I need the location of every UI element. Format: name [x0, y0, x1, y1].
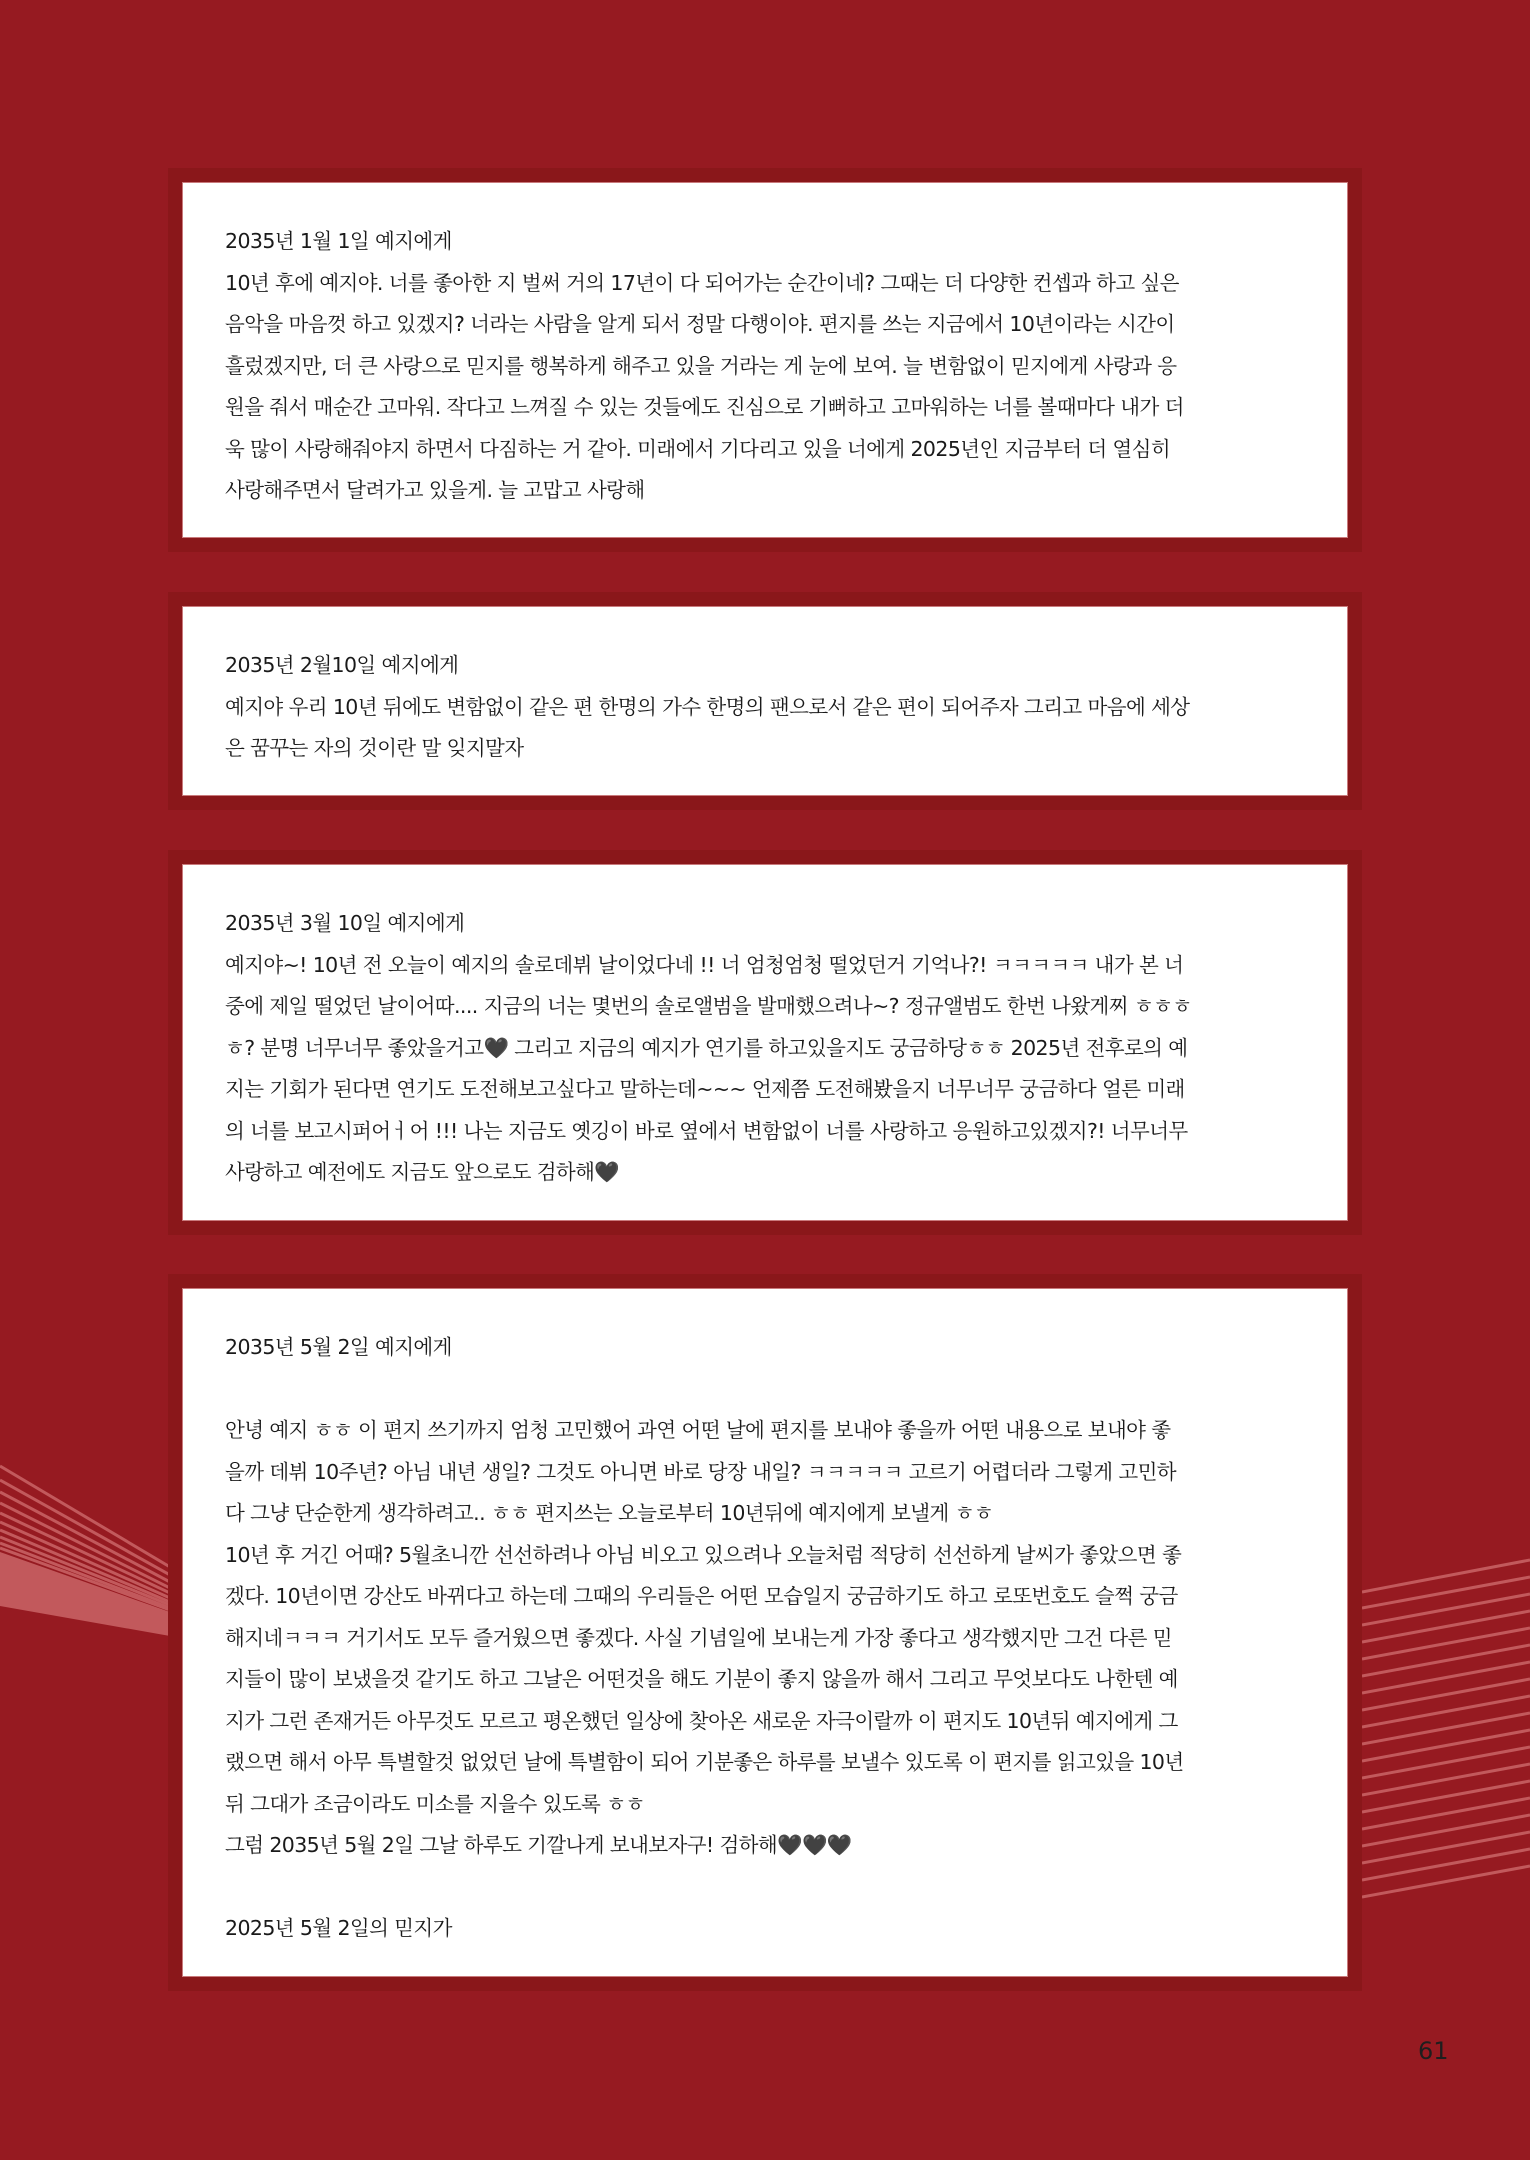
- blank-line: [225, 1369, 1305, 1411]
- letter-line: 지가 그런 존재거든 아무것도 모르고 평온했던 일상에 찾아온 새로운 자극이랄까 이 편지도 10년뒤 예지에게 그: [225, 1708, 1178, 1733]
- decorative-stripes-left: [0, 1440, 170, 1640]
- letter-line: 안녕 예지 ㅎㅎ 이 편지 쓰기까지 엄청 고민했어 과연 어떤 날에 편지를 보내야 좋을까 어떤 내용으로 보내야 좋: [225, 1418, 1171, 1442]
- letter-line: 예지야 우리 10년 뒤에도 변함없이 같은 편 한명의 가수 한명의 팬으로서 같은 편이 되어주자 그리고 마음에 세상: [225, 694, 1190, 719]
- letter-card-feb-10: [168, 592, 1362, 810]
- letter-line: 사랑해주면서 달려가고 있을게. 늘 고맙고 사랑해: [225, 478, 645, 502]
- letter-line: ㅎ? 분명 너무너무 좋았을거고🖤 그리고 지금의 예지가 연기를 하고있을지도 궁금하당ㅎㅎ 2025년 전후로의 예: [225, 1035, 1188, 1060]
- letter-line: 원을 줘서 매순간 고마워. 작다고 느껴질 수 있는 것들에도 진심으로 기뻐하고 고마워하는 너를 볼때마다 내가 더: [225, 395, 1184, 419]
- letter-line: 음악을 마음껏 하고 있겠지? 너라는 사람을 알게 되서 정말 다행이야. 편지를 쓰는 지금에서 10년이라는 시간이: [225, 312, 1175, 336]
- letter-line: 욱 많이 사랑해줘야지 하면서 다짐하는 거 같아. 미래에서 기다리고 있을 너에게 2025년인 지금부터 더 열심히: [225, 436, 1171, 461]
- letter-line: 지들이 많이 보냈을것 같기도 하고 그날은 어떤것을 해도 기분이 좋지 않을까 해서 그리고 무엇보다도 나한텐 예: [225, 1667, 1178, 1691]
- letter-signature: 2025년 5월 2일의 믿지가: [225, 1916, 452, 1940]
- letter-body: [183, 607, 1347, 795]
- letter-line: 10년 후 거긴 어때? 5월초니깐 선선하려나 아님 비오고 있으려나 오늘처럼 적당히 선선하게 날씨가 좋았으면 좋: [225, 1542, 1182, 1567]
- letter-line: 겠다. 10년이면 강산도 바뀌다고 하는데 그때의 우리들은 어떤 모습일지 궁금하기도 하고 로또번호도 슬쩍 궁금: [225, 1584, 1178, 1608]
- letter-line: 사랑하고 예전에도 지금도 앞으로도 검하해🖤: [225, 1160, 620, 1184]
- letter-line: 흘렀겠지만, 더 큰 사랑으로 믿지를 행복하게 해주고 있을 거라는 게 눈에 보여. 늘 변함없이 믿지에게 사랑과 응: [225, 353, 1177, 378]
- letter-body: [183, 865, 1347, 1220]
- letter-card-mar-10: [168, 850, 1362, 1235]
- letter-line: 지는 기회가 된다면 연기도 도전해보고싶다고 말하는데~~~ 언제쯤 도전해봤을지 너무너무 궁금하다 얼른 미래: [225, 1077, 1185, 1101]
- blank-line: [225, 1867, 1305, 1909]
- letter-card-may-2: [168, 1274, 1362, 1991]
- letter-heading: 2035년 1월 1일 예지에게: [225, 229, 452, 253]
- letter-line: 뒤 그대가 조금이라도 미소를 지을수 있도록 ㅎㅎ: [225, 1791, 645, 1816]
- letter-heading: 2035년 3월 10일 예지에게: [225, 911, 465, 935]
- letter-line: 예지야~! 10년 전 오늘이 예지의 솔로데뷔 날이었다네 !! 너 엄청엄청 떨었던거 기억나?! ㅋㅋㅋㅋㅋ 내가 본 너: [225, 952, 1184, 977]
- letter-body: [183, 183, 1347, 537]
- letter-heading: 2035년 2월10일 예지에게: [225, 653, 459, 677]
- letter-line: 을까 데뷔 10주년? 아님 내년 생일? 그것도 아니면 바로 당장 내일? ㅋㅋㅋㅋㅋ 고르기 어렵더라 그렇게 고민하: [225, 1459, 1176, 1484]
- letter-body: [183, 1289, 1347, 1976]
- letter-line: 은 꿈꾸는 자의 것이란 말 잊지말자: [225, 736, 524, 760]
- letter-line: 10년 후에 예지야. 너를 좋아한 지 벌써 거의 17년이 다 되어가는 순간이네? 그때는 더 다양한 컨셉과 하고 싶은: [225, 270, 1179, 295]
- letter-line: 랬으면 해서 아무 특별할것 없었던 날에 특별함이 되어 기분좋은 하루를 보낼수 있도록 이 편지를 읽고있을 10년: [225, 1750, 1184, 1774]
- letter-card-jan-1: [168, 168, 1362, 552]
- letter-line: 해지네ㅋㅋㅋ 거기서도 모두 즐거웠으면 좋겠다. 사실 기념일에 보내는게 가장 좋다고 생각했지만 그건 다른 믿: [225, 1625, 1172, 1650]
- decorative-stripes-right: [1362, 1540, 1530, 1920]
- letter-heading: 2035년 5월 2일 예지에게: [225, 1335, 452, 1359]
- letter-line: 다 그냥 단순한게 생각하려고.. ㅎㅎ 편지쓰는 오늘로부터 10년뒤에 예지에게 보낼게 ㅎㅎ: [225, 1501, 993, 1525]
- letter-line: 의 너를 보고시퍼어ㅓ어 !!! 나는 지금도 옛깅이 바로 옆에서 변함없이 너를 사랑하고 응원하고있겠지?! 너무너무: [225, 1118, 1188, 1143]
- letter-line: 중에 제일 떨었던 날이어따.... 지금의 너는 몇번의 솔로앨범을 발매했으려나~? 정규앨범도 한번 나왔게찌 ㅎㅎㅎ: [225, 994, 1192, 1018]
- letter-line: 그럼 2035년 5월 2일 그날 하루도 기깔나게 보내보자구! 검하해🖤🖤🖤: [225, 1833, 852, 1857]
- page-number: 61: [1418, 2037, 1449, 2065]
